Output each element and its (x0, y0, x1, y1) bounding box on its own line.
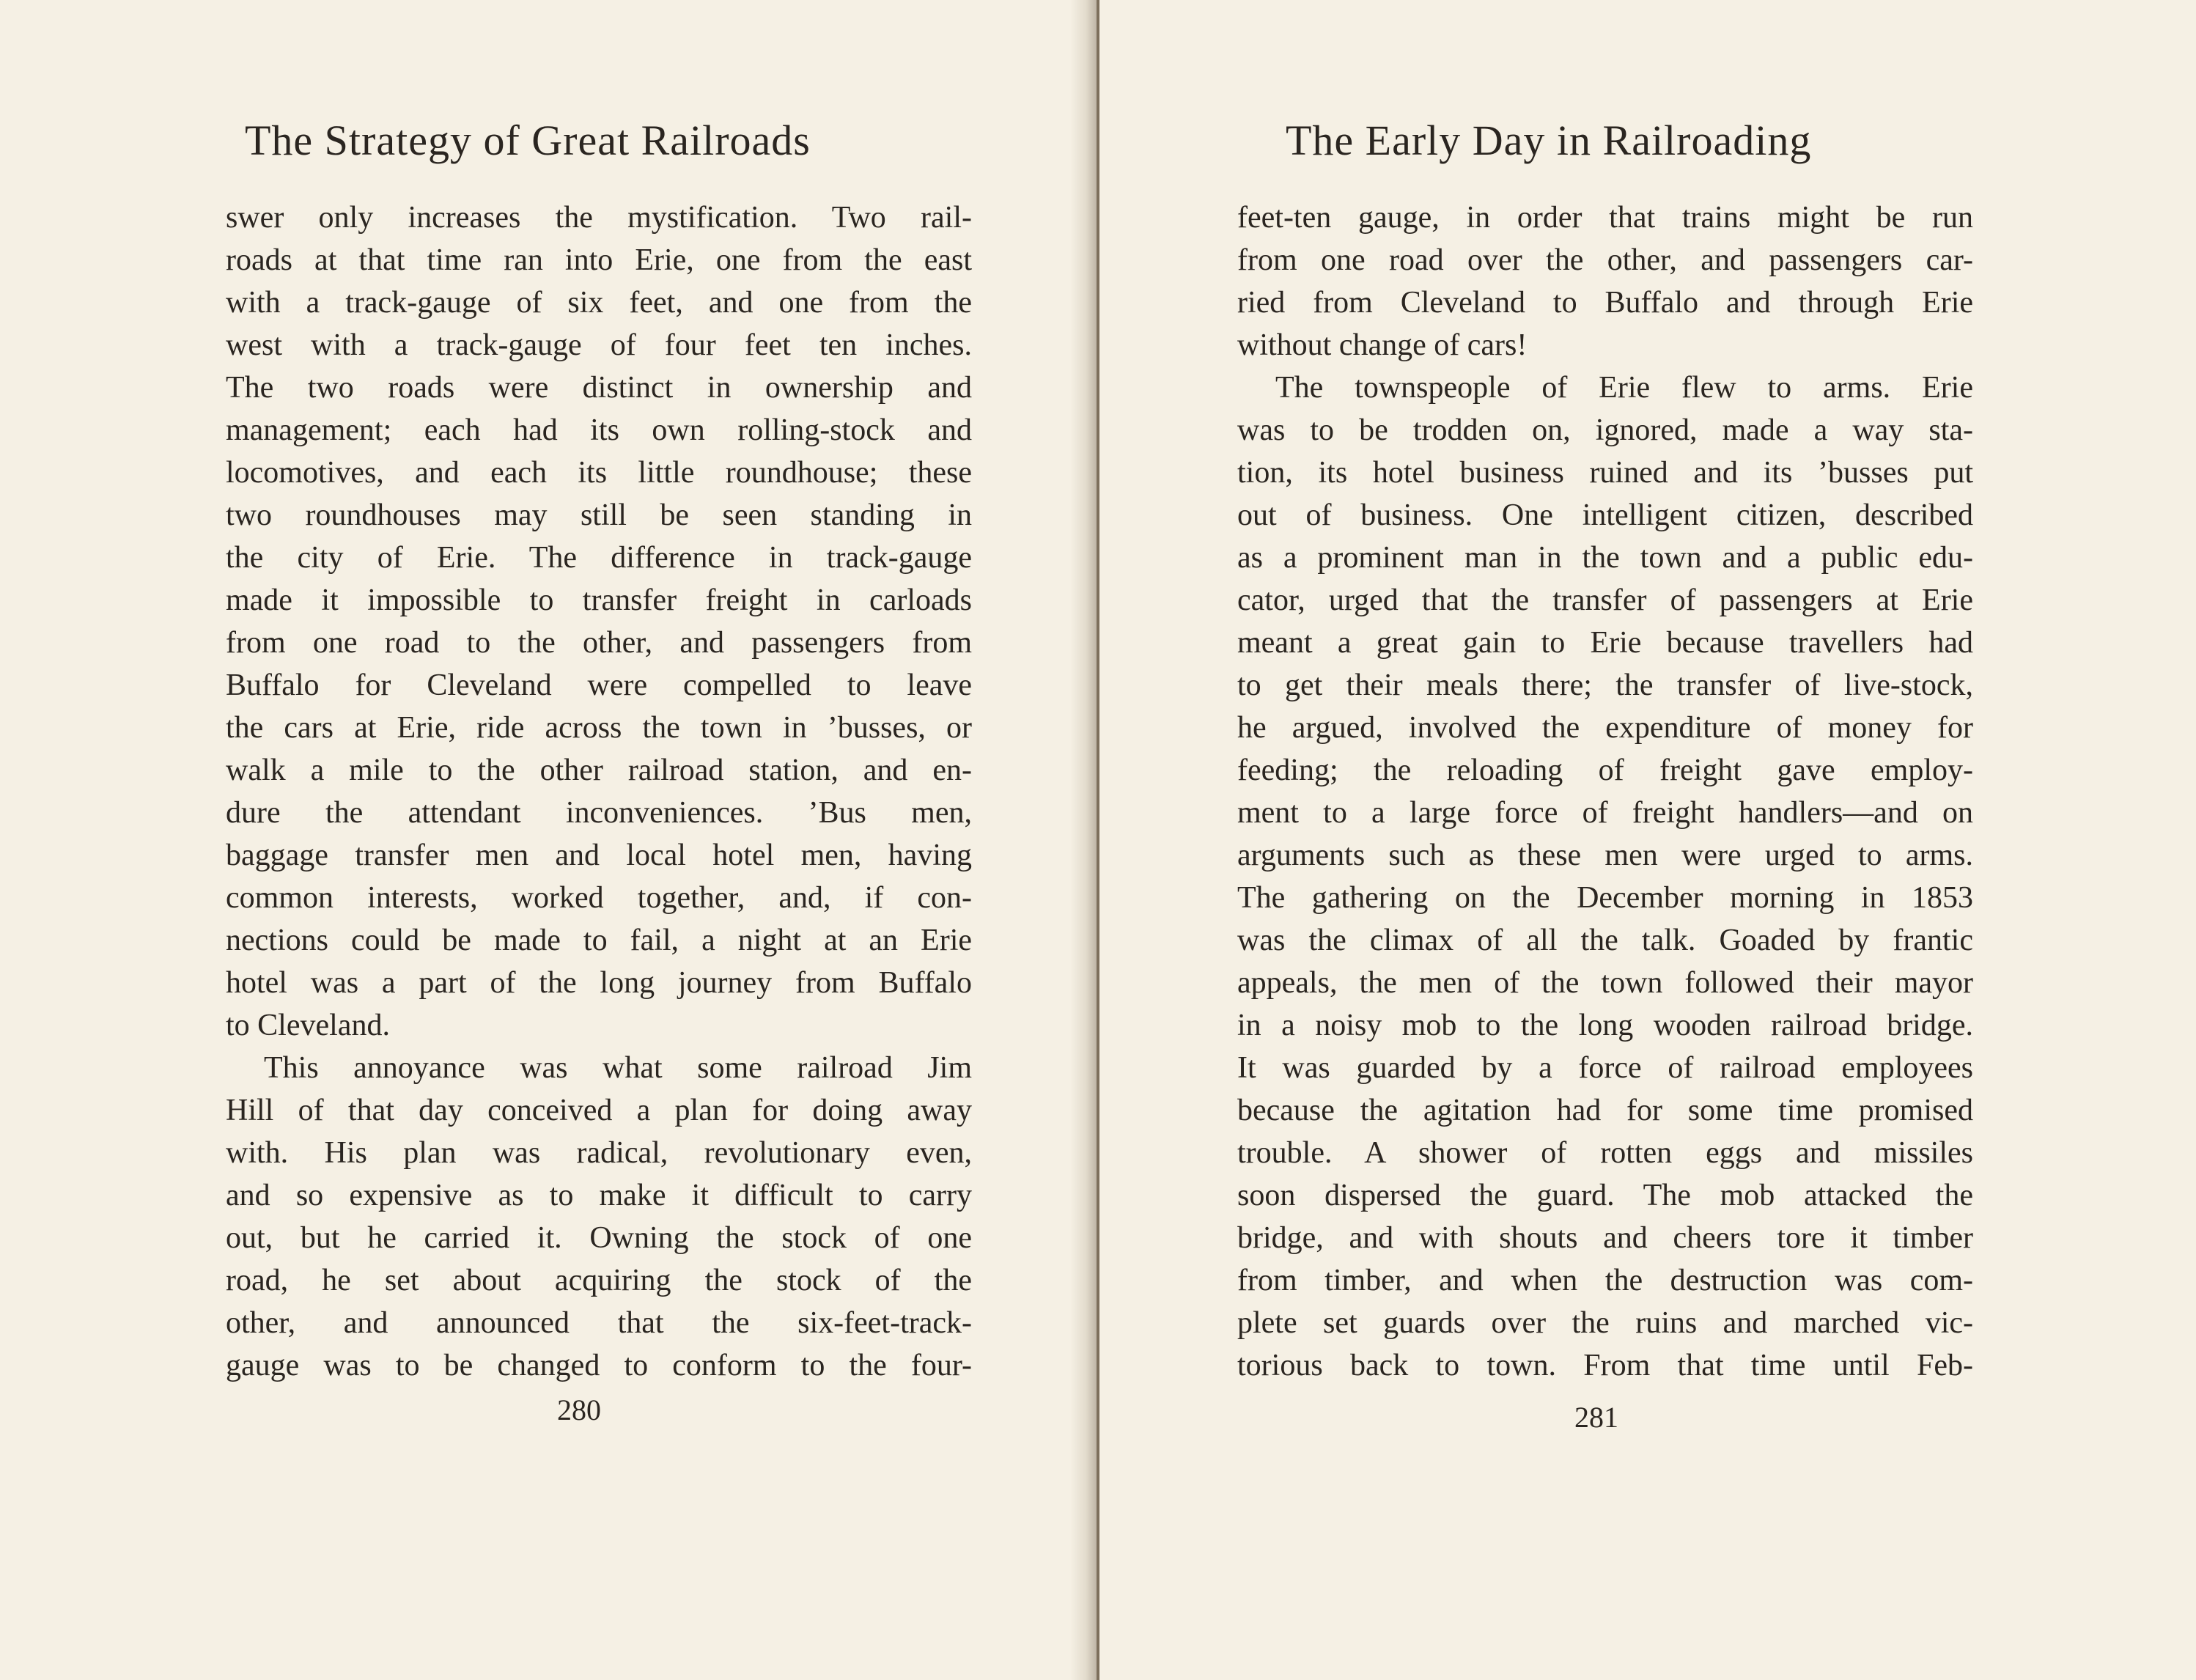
text-line: bridge, and with shouts and cheers tore it timber (1237, 1221, 1973, 1255)
text-line: The gathering on the December morning in 1853 (1237, 881, 1973, 915)
text-line: road, he set about acquiring the stock of the (226, 1264, 972, 1297)
text-line: gauge was to be changed to conform to the four- (226, 1349, 972, 1382)
text-line: ment to a large force of freight handlers—and on (1237, 796, 1973, 830)
text-line: nections could be made to fail, a night at an Erie (226, 924, 972, 957)
text-line: made it impossible to transfer freight in carloads (226, 583, 972, 617)
text-line: baggage transfer men and local hotel men, having (226, 839, 972, 872)
text-line: locomotives, and each its little roundhouse; these (226, 456, 972, 490)
running-head-right: The Early Day in Railroading (1286, 117, 1812, 164)
text-line: out, but he carried it. Owning the stock of one (226, 1221, 972, 1255)
text-line: feeding; the reloading of freight gave employ- (1237, 754, 1973, 787)
text-line: It was guarded by a force of railroad employees (1237, 1051, 1973, 1085)
left-page-body (226, 196, 972, 1387)
text-line: west with a track-gauge of four feet ten inches. (226, 328, 972, 362)
text-line: Hill of that day conceived a plan for doing away (226, 1094, 972, 1127)
text-line: The townspeople of Erie flew to arms. Erie (1275, 371, 1973, 405)
text-line: without change of cars! (1237, 328, 1528, 362)
text-line: roads at that time ran into Erie, one from the east (226, 243, 972, 277)
text-line: arguments such as these men were urged to arms. (1237, 839, 1973, 872)
text-line: swer only increases the mystification. Two rail- (226, 201, 972, 235)
text-line: other, and announced that the six-feet-track- (226, 1306, 972, 1340)
text-line: hotel was a part of the long journey from Buffalo (226, 966, 972, 1000)
text-line: Buffalo for Cleveland were compelled to leave (226, 668, 972, 702)
page-number-right: 281 (1574, 1401, 1618, 1434)
text-line: The two roads were distinct in ownership and (226, 371, 972, 405)
text-line: from one road to the other, and passengers from (226, 626, 972, 660)
text-line: management; each had its own rolling-stock and (226, 413, 972, 447)
text-line: walk a mile to the other railroad station, and en- (226, 754, 972, 787)
text-line: tion, its hotel business ruined and its ’busses put (1237, 456, 1973, 490)
text-line: to Cleveland. (226, 1009, 390, 1042)
text-line: as a prominent man in the town and a public edu- (1237, 541, 1973, 575)
text-line: plete set guards over the ruins and marched vic- (1237, 1306, 1973, 1340)
left-page (0, 0, 1097, 1680)
text-line: meant a great gain to Erie because travellers had (1237, 626, 1973, 660)
text-line: soon dispersed the guard. The mob attacked the (1237, 1179, 1973, 1212)
text-line: dure the attendant inconveniences. ’Bus men, (226, 796, 972, 830)
text-line: the cars at Erie, ride across the town in ’busses, or (226, 711, 972, 745)
text-line: cator, urged that the transfer of passengers at Erie (1237, 583, 1973, 617)
text-line: common interests, worked together, and, if con- (226, 881, 972, 915)
text-line: appeals, the men of the town followed their mayor (1237, 966, 1973, 1000)
text-line: two roundhouses may still be seen standing in (226, 498, 972, 532)
text-line: was to be trodden on, ignored, made a way sta- (1237, 413, 1973, 447)
right-page-body (1237, 196, 1973, 1387)
text-line: feet-ten gauge, in order that trains might be run (1237, 201, 1973, 235)
text-line: out of business. One intelligent citizen, described (1237, 498, 1973, 532)
text-line: in a noisy mob to the long wooden railroad bridge. (1237, 1009, 1973, 1042)
text-line: ried from Cleveland to Buffalo and through Erie (1237, 286, 1973, 320)
text-line: to get their meals there; the transfer of live-stock, (1237, 668, 1973, 702)
running-head-left: The Strategy of Great Railroads (245, 117, 811, 164)
text-line: with a track-gauge of six feet, and one from the (226, 286, 972, 320)
text-line: from one road over the other, and passengers car- (1237, 243, 1973, 277)
text-line: and so expensive as to make it difficult to carry (226, 1179, 972, 1212)
right-page (1099, 0, 2196, 1680)
page-number-left: 280 (557, 1393, 601, 1426)
text-line: This annoyance was what some railroad Jim (264, 1051, 972, 1085)
text-line: trouble. A shower of rotten eggs and missiles (1237, 1136, 1973, 1170)
text-line: because the agitation had for some time promised (1237, 1094, 1973, 1127)
text-line: the city of Erie. The difference in track-gauge (226, 541, 972, 575)
text-line: torious back to town. From that time until Feb- (1237, 1349, 1973, 1382)
text-line: with. His plan was radical, revolutionary even, (226, 1136, 972, 1170)
text-line: from timber, and when the destruction was com- (1237, 1264, 1973, 1297)
text-line: was the climax of all the talk. Goaded by frantic (1237, 924, 1973, 957)
text-line: he argued, involved the expenditure of money for (1237, 711, 1973, 745)
